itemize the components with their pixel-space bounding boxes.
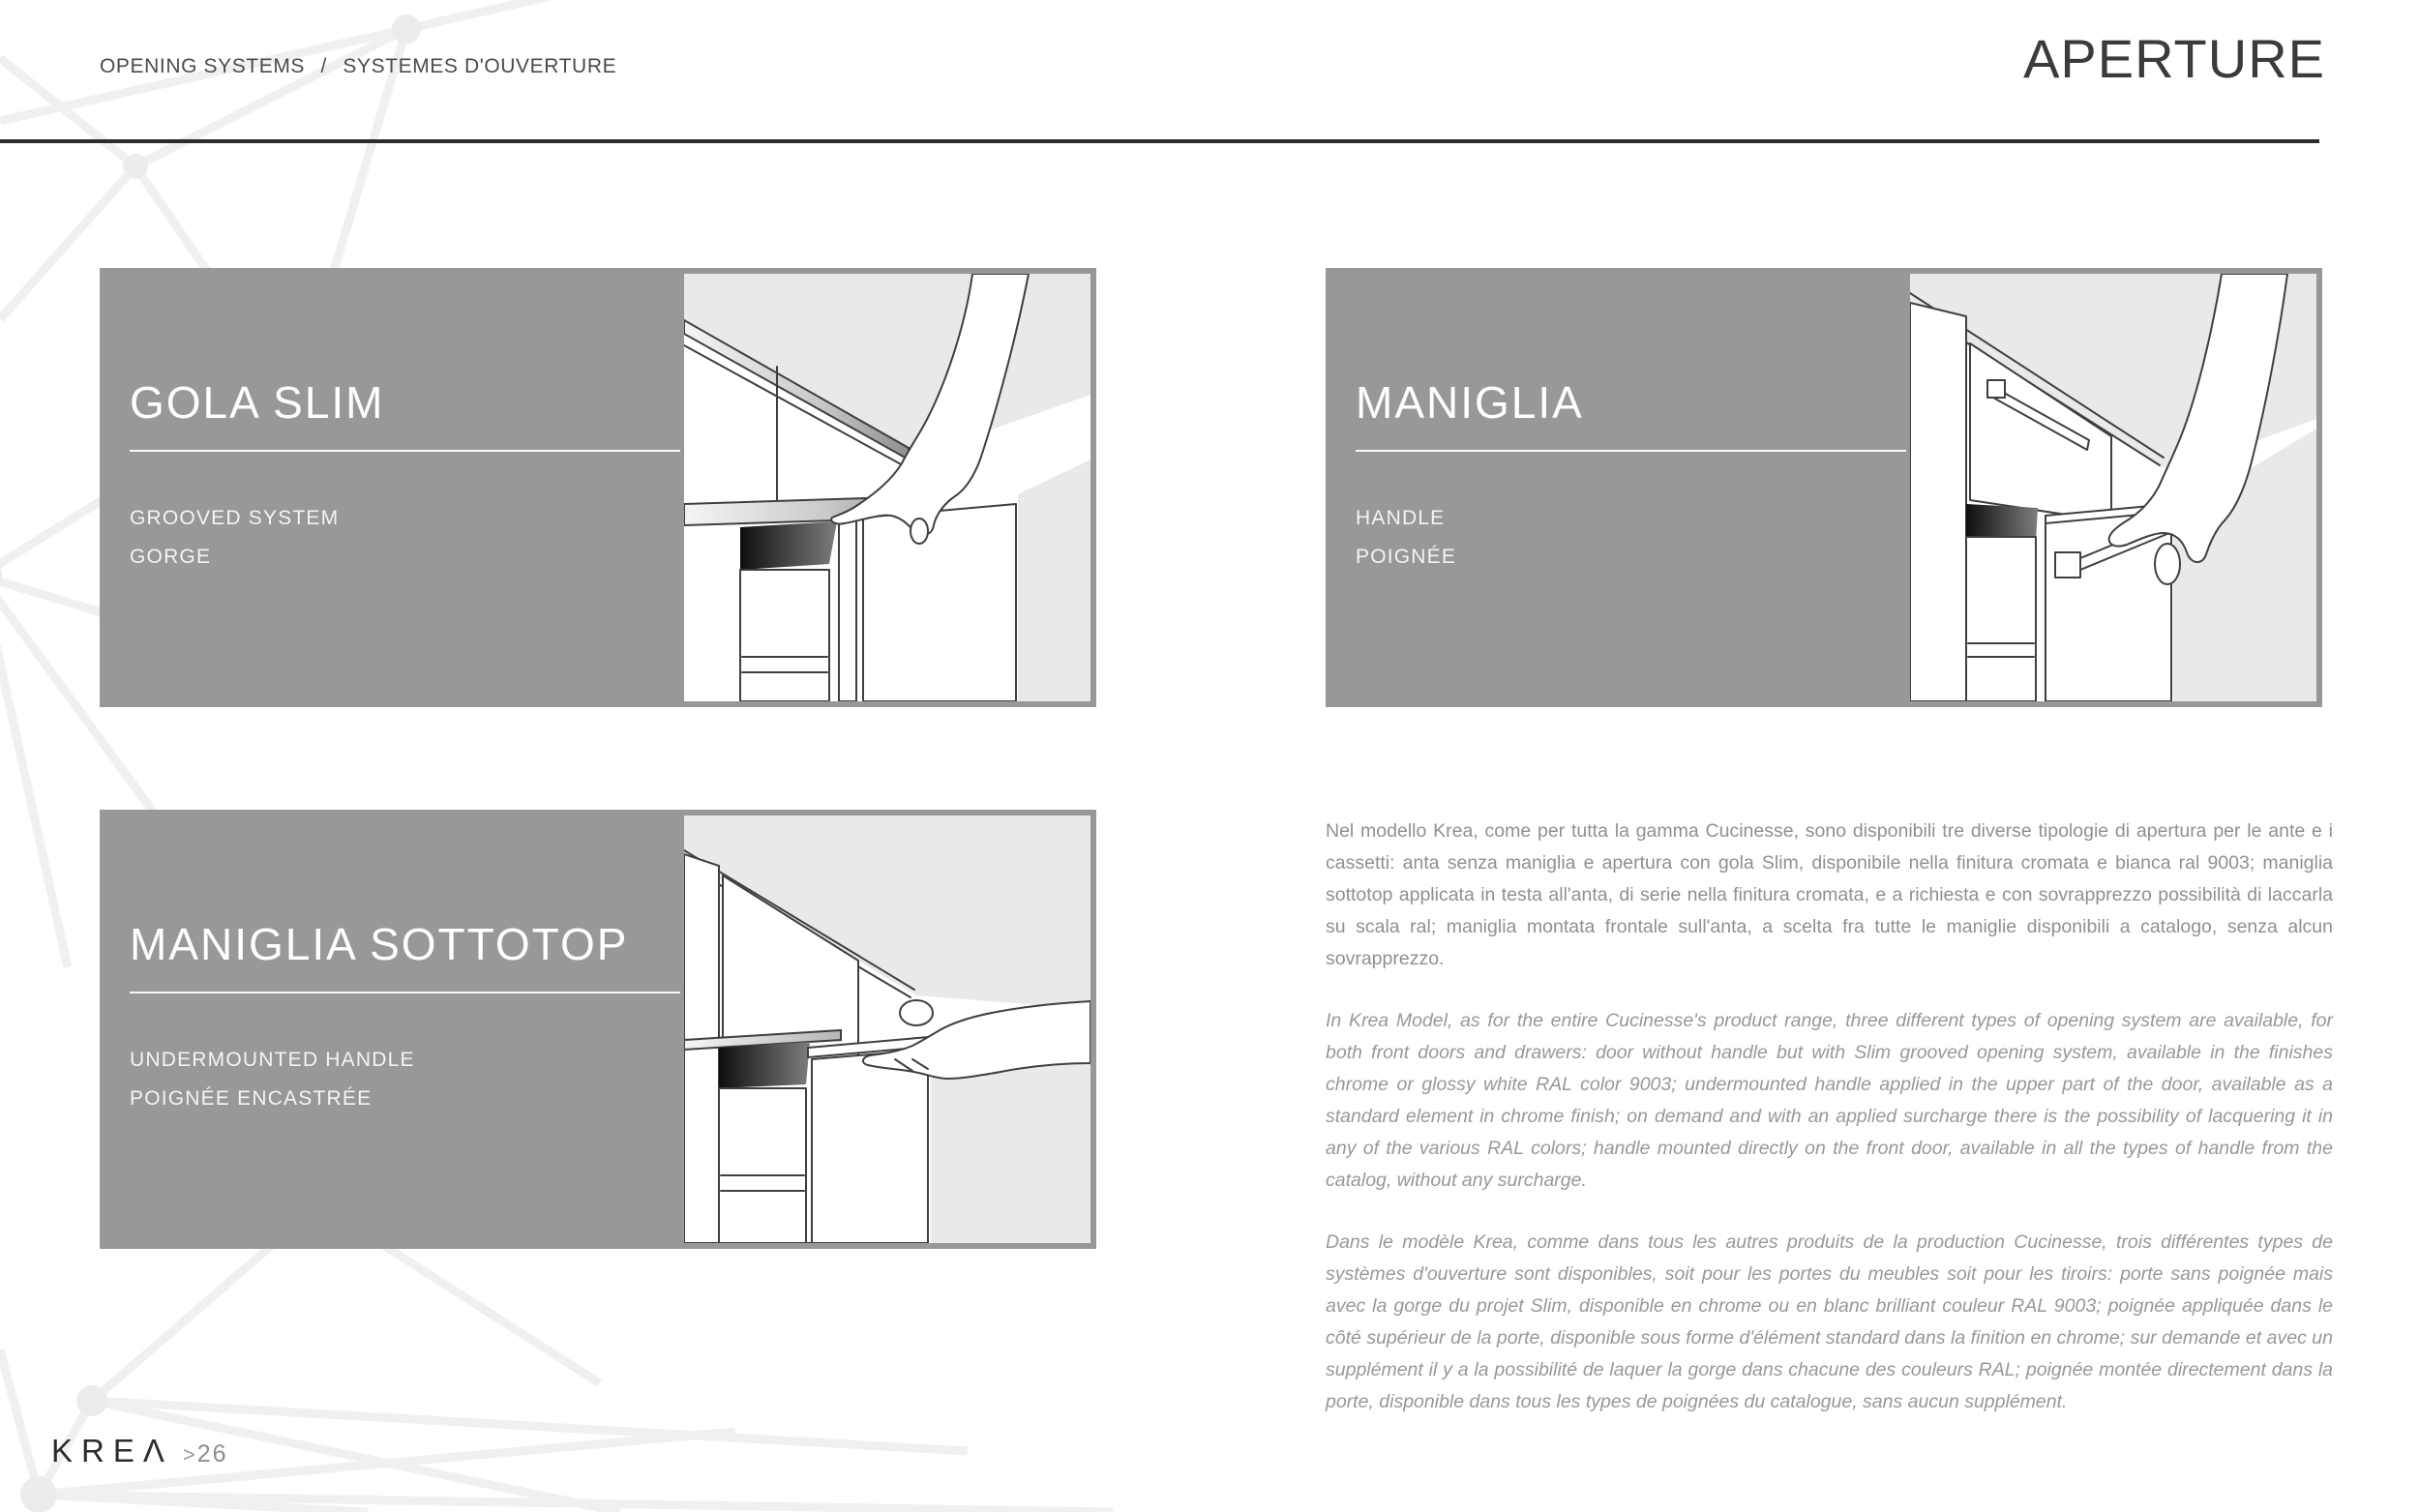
paragraph-french: Dans le modèle Krea, comme dans tous les autres produits de la production Cucinesse, trois différentes types de systèmes d'ouverture sont disponibles, soit pour les portes du meubles soit pour les tiroirs: porte sans poignée mais avec la gorge du projet Slim, disponible en chrome ou en blanc brilliant couleur RAL 9003; poignée appliquée dans le côté supérieur de la porte, disponible sous forme d'élément standard dans la finition en chrome; sur demande et avec un supplément il y a la possibilité de laquer la gorge dans chacune des couleurs RAL; poignée montée directement dans la porte, disponible dans tous les types de poignées du catalogue, sans aucun supplément. [1326, 1231, 2333, 1412]
card-title: GOLA SLIM [130, 377, 385, 428]
paragraph-italian: Nel modello Krea, come per tutta la gamma Cucinesse, sono disponibili tre diverse tipologie di apertura per le ante e i cassetti: anta senza maniglia e apertura con gola Slim, disponibile nella finitura cromata e bianca ral 9003; maniglia sottotop applicata in testa all'anta, di serie nella finitura cromata, e a richiesta e con sovrapprezzo possibilità di laccarla su scala ral; maniglia montata frontale sull'anta, a scelta fra tutte le maniglie disponibili a catalogo, senza alcun sovrapprezzo. [1326, 820, 2333, 969]
maniglia-illustration [1910, 274, 2316, 701]
card-maniglia [1326, 268, 2322, 707]
description-column [1326, 815, 2333, 1448]
card-subtitle-fr: GORGE [130, 546, 212, 568]
maniglia-sottotop-illustration [684, 815, 1090, 1243]
card-subtitle-en: GROOVED SYSTEM [130, 507, 340, 529]
header-divider [0, 139, 2319, 143]
paragraph-english: In Krea Model, as for the entire Cucinesse's product range, three different types of opening system are available, for both front doors and drawers: door without handle but with Slim grooved opening system, available in the finishes chrome or glossy white RAL color 9003; undermounted handle applied in the upper part of the door, available as a standard element in chrome finish; on demand and with an applied surcharge there is the possibility of lacquering it in any of the various RAL colors; handle mounted directly on the front door, available in all the types of handle from the catalog, without any surcharge. [1326, 1010, 2333, 1191]
krea-logo: KREΛ [51, 1433, 173, 1468]
card-maniglia-sottotop [100, 810, 1096, 1249]
card-subtitle-fr: POIGNÉE [1356, 546, 1457, 568]
card-title-divider [1356, 450, 1906, 452]
card-subtitle-fr: POIGNÉE ENCASTRÉE [130, 1087, 373, 1110]
card-title: MANIGLIA SOTTOTOP [130, 919, 629, 969]
footer [51, 1433, 228, 1469]
page-marker: > [182, 1442, 195, 1467]
card-title-divider [130, 992, 680, 993]
card-title-divider [130, 450, 680, 452]
page-number: 26 [196, 1440, 228, 1468]
breadcrumb-fr: SYSTEMES D'OUVERTURE [343, 55, 617, 77]
breadcrumb [100, 55, 616, 78]
gola-slim-illustration [684, 274, 1090, 701]
card-subtitle-en: UNDERMOUNTED HANDLE [130, 1049, 415, 1071]
breadcrumb-en: OPENING SYSTEMS [100, 55, 306, 77]
page-title: APERTURE [2023, 28, 2325, 89]
card-subtitle-en: HANDLE [1356, 507, 1446, 529]
card-gola-slim [100, 268, 1096, 707]
breadcrumb-separator: / [320, 55, 327, 77]
card-title: MANIGLIA [1356, 377, 1584, 428]
